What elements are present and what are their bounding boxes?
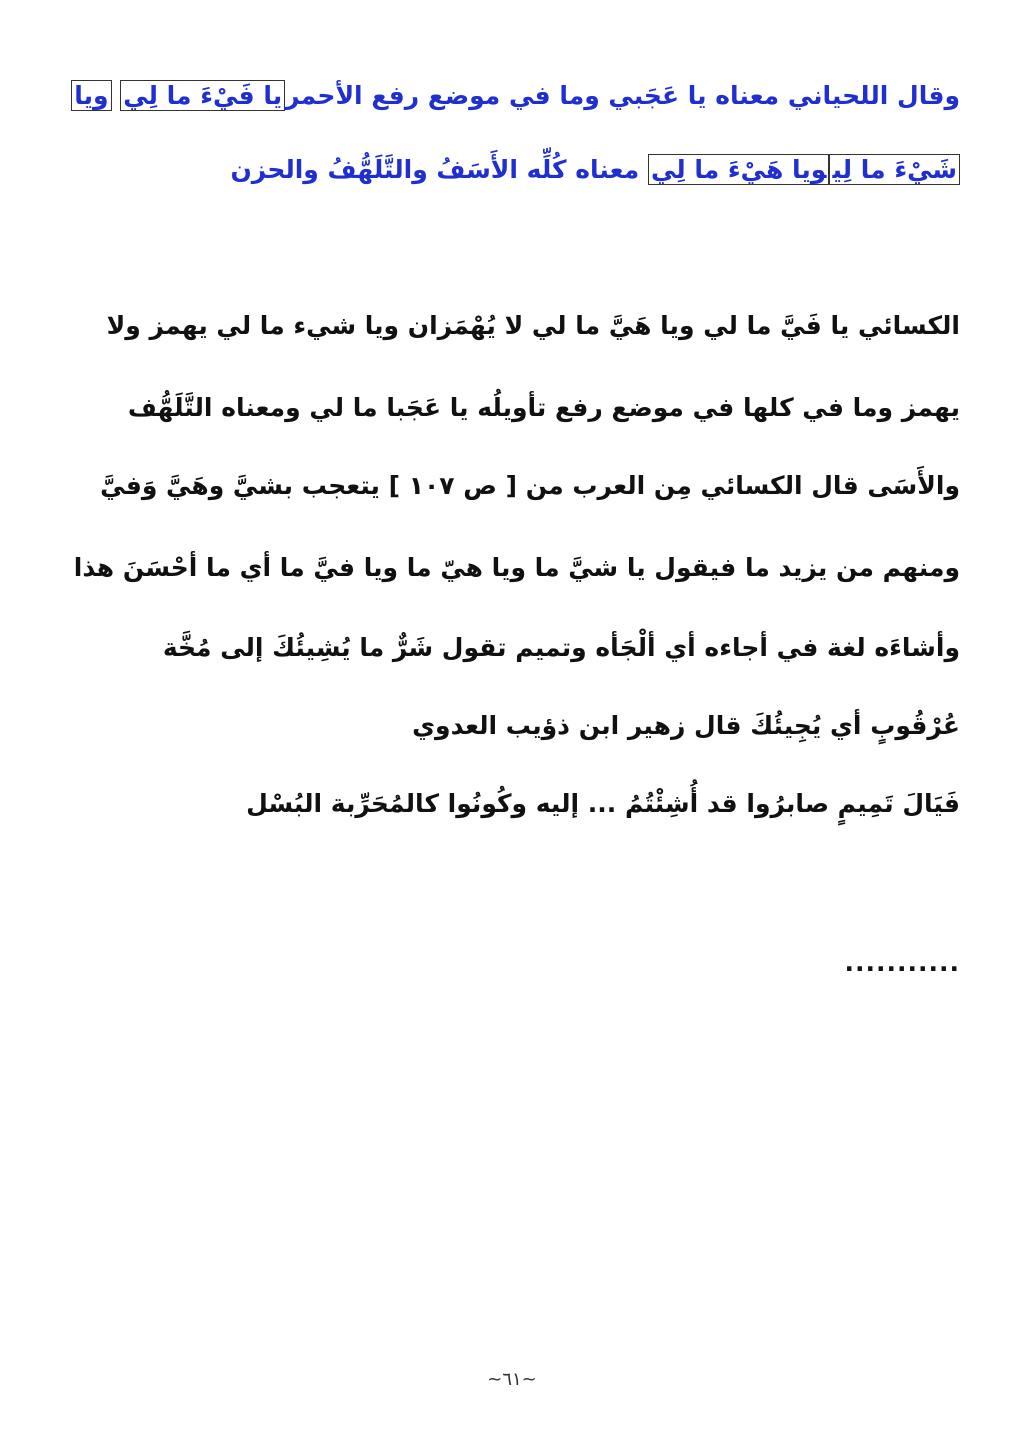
body-line-4: ومنهم من يزيد ما فيقول يا شيَّ ما ويا هيّ ما ويا فيَّ ما أي ما أحْسَنَ هذا: [73, 553, 960, 582]
boxed-phrase: ويا هَيْءَ ما لِي: [648, 154, 830, 185]
boxed-phrase: يا فَيْءَ ما لِي: [120, 80, 285, 111]
page-number: ~٦١~: [487, 1369, 537, 1390]
boxed-phrase: ويا: [71, 80, 111, 111]
body-line-5: وأشاءَه لغة في أجاءه أي ألْجَأه وتميم تقول شَرٌّ ما يُشِيئُكَ إلى مُخَّة: [162, 633, 960, 662]
body-line-6: عُرْقُوبٍ أي يُجِيئُكَ قال زهير ابن ذؤيب العدوي: [412, 711, 960, 740]
body-line-2: يهمز وما في كلها في موضع رفع تأويلُه يا عَجَبا ما لي ومعناه التَّلَهُّف: [127, 393, 960, 422]
highlighted-line-1: [71, 76, 960, 116]
body-line-7: فَيَالَ تَمِيمٍ صابرُوا قد أُشِئْتُمُ ... إليه وكُونُوا كالمُحَرِّبة البُسْل: [246, 789, 960, 818]
body-line-3: والأَسَى قال الكسائي مِن العرب من [ ص ١٠٧ ] يتعجب بشيَّ وهَيَّ وَفيَّ: [100, 471, 960, 500]
ellipsis: ...........: [844, 948, 960, 977]
boxed-phrase: شَيْءَ ما لِي: [829, 154, 960, 185]
body-line-1: الكسائي يا فَيَّ ما لي ويا هَيَّ ما لي لا يُهْمَزان ويا شيء ما لي يهمز ولا: [106, 311, 960, 340]
highlighted-text: معناه كُلِّه الأَسَفُ والتَّلَهُّفُ والحزن: [230, 155, 640, 184]
highlighted-line-2: [230, 150, 960, 190]
highlighted-text: وقال اللحياني معناه يا عَجَبي وما في موضع رفع الأحمر: [285, 81, 960, 110]
